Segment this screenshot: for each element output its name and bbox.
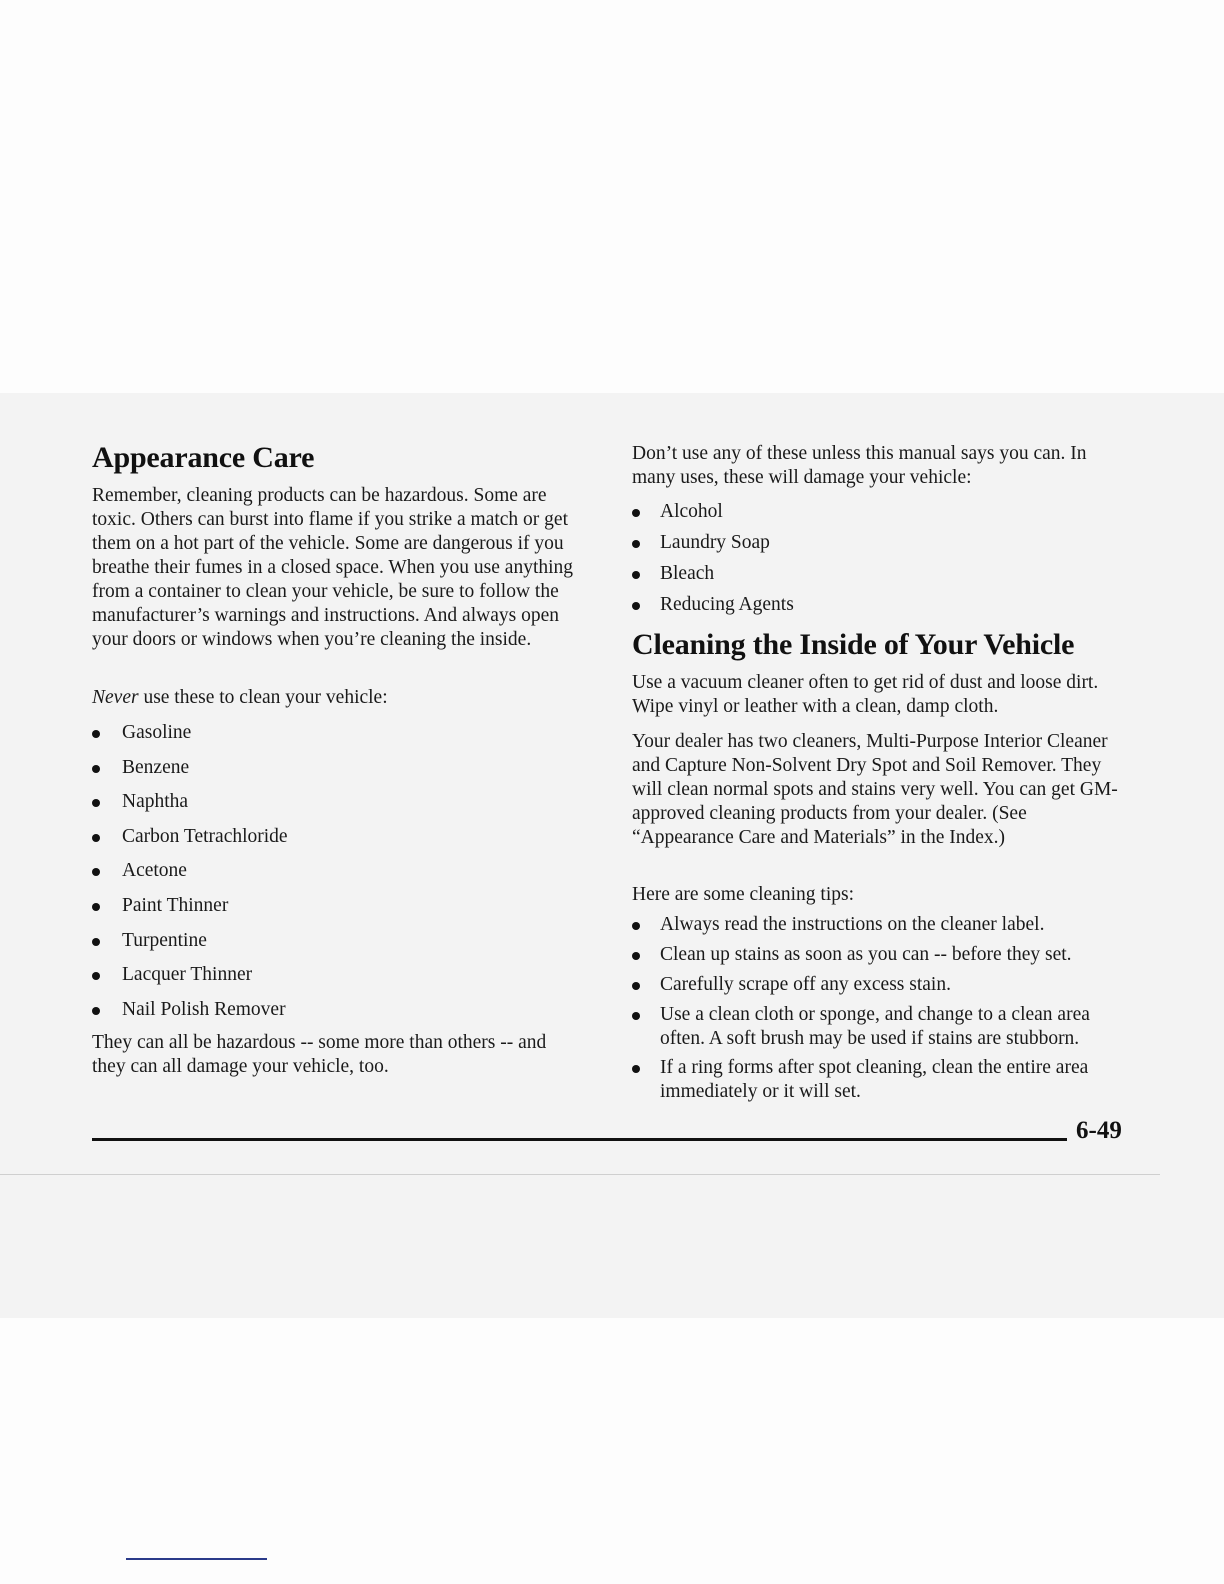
list-item: Carefully scrape off any excess stain. (632, 973, 1132, 1003)
appearance-care-heading: Appearance Care (92, 441, 315, 474)
scan-edge-line (0, 1174, 1160, 1175)
bullet-icon (632, 982, 640, 990)
list-item: Alcohol (632, 500, 1132, 531)
cleaning-inside-heading: Cleaning the Inside of Your Vehicle (632, 628, 1075, 661)
bullet-icon (92, 799, 100, 807)
vacuum-paragraph: Use a vacuum cleaner often to get rid of dust and loose dirt. Wipe vinyl or leather with a clean, damp cloth. (632, 672, 1099, 717)
list-item: Naphtha (92, 790, 592, 825)
bullet-icon (632, 1065, 640, 1073)
list-item: Benzene (92, 756, 592, 791)
appearance-care-intro: Remember, cleaning products can be hazardous. Some are toxic. Others can burst into flame if you strike a match or get them on a hot part of the vehicle. Some are dangerous if you breathe their fumes in a closed space. When you use anything from a container to clean your vehicle, be sure to follow the manufacturer’s warnings and instructions. And always open your doors or windows when you’re cleaning the inside. (92, 485, 574, 650)
cleaning-tips-list (632, 913, 1132, 1109)
bullet-icon (632, 509, 640, 517)
bullet-icon (92, 868, 100, 876)
list-item: Reducing Agents (632, 593, 1132, 624)
never-use-rest: use these to clean your vehicle: (138, 687, 388, 708)
bullet-icon (92, 938, 100, 946)
bullet-icon (92, 765, 100, 773)
list-item: Acetone (92, 859, 592, 894)
bullet-icon (92, 730, 100, 738)
never-use-list (92, 721, 592, 1032)
bullet-icon (632, 922, 640, 930)
list-item: Laundry Soap (632, 531, 1132, 562)
list-item: Lacquer Thinner (92, 963, 592, 998)
list-item: Nail Polish Remover (92, 998, 592, 1033)
damage-warning-intro: Don’t use any of these unless this manual says you can. In many uses, these will damage your vehicle: (632, 443, 1087, 488)
hazard-closing-paragraph: They can all be hazardous -- some more than others -- and they can all damage your vehicle, too. (92, 1032, 547, 1077)
list-item: If a ring forms after spot cleaning, clean the entire area immediately or it will set. (632, 1056, 1132, 1109)
list-item: Always read the instructions on the cleaner label. (632, 913, 1132, 943)
dealer-cleaners-paragraph: Your dealer has two cleaners, Multi-Purpose Interior Cleaner and Capture Non-Solvent Dry Spot and Soil Remover. They will clean normal spots and stains very well. You can get GM-approved cleaning products from your dealer. (See “Appearance Care and Materials” in the Index.) (632, 731, 1118, 848)
list-item: Bleach (632, 562, 1132, 593)
never-use-intro (92, 686, 592, 710)
list-item: Use a clean cloth or sponge, and change to a clean area often. A soft brush may be used if stains are stubborn. (632, 1003, 1132, 1056)
bullet-icon (92, 972, 100, 980)
list-item: Carbon Tetrachloride (92, 825, 592, 860)
bullet-icon (92, 1007, 100, 1015)
bullet-icon (92, 834, 100, 842)
tips-intro: Here are some cleaning tips: (632, 884, 854, 905)
list-item: Turpentine (92, 929, 592, 964)
bullet-icon (632, 952, 640, 960)
list-item: Clean up stains as soon as you can -- before they set. (632, 943, 1132, 973)
never-emphasis: Never (92, 687, 139, 708)
list-item: Gasoline (92, 721, 592, 756)
bottom-edge-mark (126, 1558, 267, 1560)
list-item: Paint Thinner (92, 894, 592, 929)
bullet-icon (632, 602, 640, 610)
damage-items-list (632, 500, 1132, 624)
bullet-icon (632, 540, 640, 548)
footer-rule (92, 1138, 1067, 1141)
bullet-icon (92, 903, 100, 911)
page-number: 6-49 (1076, 1117, 1122, 1144)
bullet-icon (632, 571, 640, 579)
bullet-icon (632, 1012, 640, 1020)
